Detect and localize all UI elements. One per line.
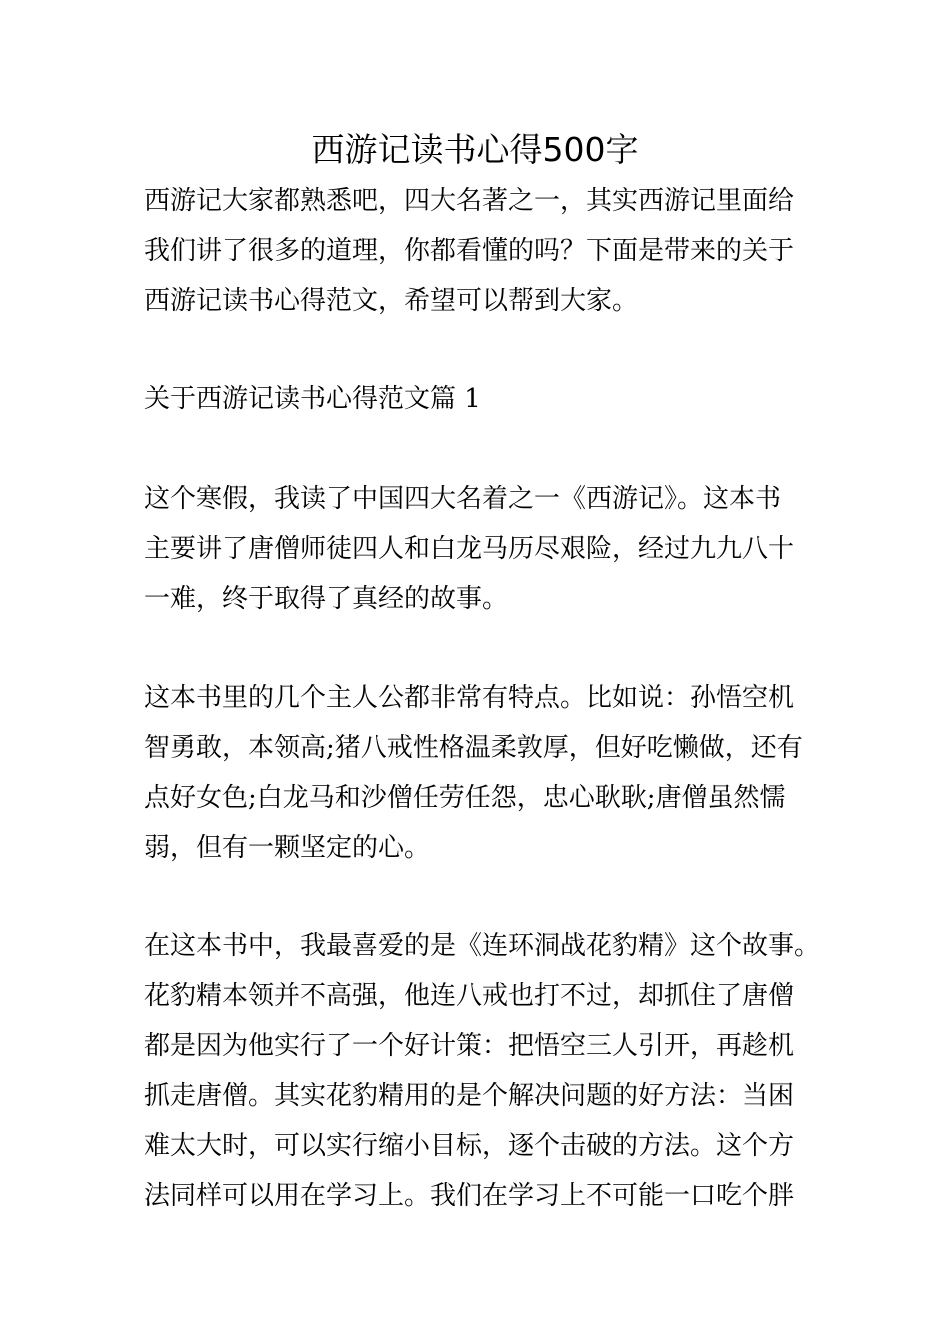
- paragraph-line: 主要讲了唐僧师徒四人和白龙马历尽艰险，经过九九八十: [144, 534, 795, 564]
- paragraph-line: 法同样可以用在学习上。我们在学习上不可能一口吃个胖: [144, 1181, 795, 1211]
- paragraph-line: 在这本书中，我最喜爱的是《连环洞战花豹精》这个故事。: [144, 931, 821, 961]
- intro-line: 西游记大家都熟悉吧，四大名著之一，其实西游记里面给: [144, 186, 795, 216]
- paragraph-line: 一难，终于取得了真经的故事。: [144, 584, 509, 614]
- paragraph-line: 弱，但有一颗坚定的心。: [144, 833, 431, 863]
- document-title: 西游记读书心得500字: [311, 130, 639, 169]
- intro-line: 西游记读书心得范文，希望可以帮到大家。: [144, 286, 639, 316]
- paragraph-line: 难太大时，可以实行缩小目标，逐个击破的方法。这个方: [144, 1131, 795, 1161]
- paragraph-line: 这个寒假，我读了中国四大名着之一《西游记》。这本书: [144, 484, 782, 514]
- paragraph-line: 点好女色;白龙马和沙僧任劳任怨，忠心耿耿;唐僧虽然懦: [144, 783, 786, 813]
- intro-line: 我们讲了很多的道理，你都看懂的吗？下面是带来的关于: [144, 236, 795, 266]
- section-heading: 关于西游记读书心得范文篇 1: [144, 384, 481, 414]
- paragraph-line: 这本书里的几个主人公都非常有特点。比如说：孙悟空机: [144, 683, 795, 713]
- paragraph-line: 都是因为他实行了一个好计策：把悟空三人引开，再趁机: [144, 1031, 795, 1061]
- paragraph-line: 花豹精本领并不高强，他连八戒也打不过，却抓住了唐僧: [144, 981, 795, 1011]
- paragraph-line: 智勇敢，本领高;猪八戒性格温柔敦厚，但好吃懒做，还有: [144, 733, 803, 763]
- paragraph-line: 抓走唐僧。其实花豹精用的是个解决问题的好方法：当困: [144, 1081, 795, 1111]
